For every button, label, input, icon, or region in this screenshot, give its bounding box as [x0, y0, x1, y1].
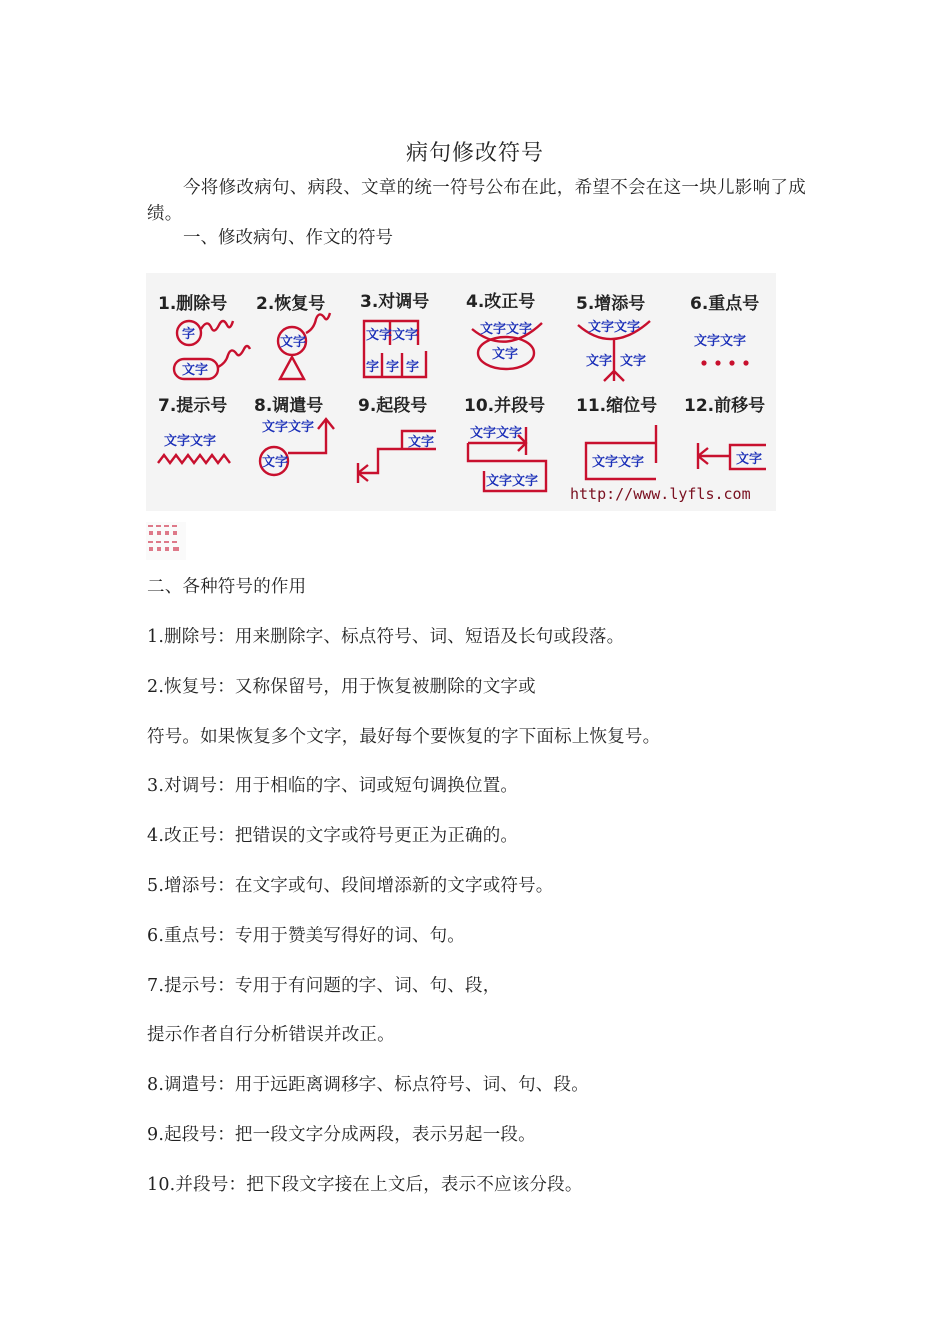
proofreading-symbols-figure: [146, 273, 776, 511]
restore-squiggle-mark: [306, 313, 330, 333]
label-merge-paragraph: 10.并段号: [464, 396, 546, 416]
char-zi: 字: [406, 360, 420, 375]
hint-zigzag-mark: [158, 455, 230, 463]
item-delete: 1.删除号：用来删除字、标点符号、词、短语及长句或段落。: [147, 627, 625, 647]
char-wenziwenzi: 文字文字: [470, 426, 523, 441]
char-wenzi: 文字: [620, 354, 647, 369]
emphasis-dot: [729, 360, 734, 365]
intro-paragraph: 今将修改病句、病段、文章的统一符号公布在此，希望不会在这一块儿影响了成绩。: [147, 178, 806, 224]
char-wenziwenzi: 文字文字: [588, 320, 641, 335]
char-wenzi: 文字: [586, 354, 613, 369]
item-swap: 3.对调号：用于相临的字、词或短句调换位置。: [147, 776, 519, 796]
item-move: 8.调遣号：用于远距离调移字、标点符号、词、句、段。: [147, 1075, 589, 1095]
char-wenzi: 文字: [280, 335, 307, 350]
label-delete: 1.删除号: [158, 294, 228, 314]
label-hint: 7.提示号: [158, 396, 228, 416]
item-hint: 7.提示号：专用于有问题的字、词、句、段，: [147, 976, 501, 996]
char-zi: 字: [366, 360, 380, 375]
label-swap: 3.对调号: [360, 292, 430, 312]
label-restore: 2.恢复号: [256, 294, 326, 314]
emphasis-dot: [715, 360, 720, 365]
char-wenzi: 文字: [366, 328, 393, 343]
label-emphasis: 6.重点号: [690, 294, 760, 314]
label-correct: 4.改正号: [466, 292, 536, 312]
char-wenzi: 文字: [736, 452, 763, 467]
symbols-illustration: [146, 273, 776, 511]
label-new-paragraph: 9.起段号: [358, 396, 428, 416]
item-hint-continued: 提示作者自行分析错误并改正。: [147, 1025, 395, 1045]
label-indent: 11.缩位号: [576, 396, 658, 416]
delete-squiggle-mark: [201, 321, 233, 331]
char-wenzi: 文字: [492, 347, 519, 362]
char-zi: 字: [182, 327, 196, 342]
restore-triangle-mark: [280, 357, 304, 379]
label-move: 8.调遣号: [254, 396, 324, 416]
item-insert: 5.增添号：在文字或句、段间增添新的文字或符号。: [147, 876, 554, 896]
char-wenzi: 文字: [408, 435, 435, 450]
char-wenziwenzi: 文字文字: [262, 420, 315, 435]
char-wenzi: 文字: [182, 363, 209, 378]
item-correct: 4.改正号：把错误的文字或符号更正为正确的。: [147, 826, 519, 846]
char-wenziwenzi: 文字文字: [592, 455, 645, 470]
section-heading-1: 一、修改病句、作文的符号: [183, 228, 393, 248]
char-zi: 字: [386, 360, 400, 375]
item-restore: 2.恢复号：又称保留号，用于恢复被删除的文字或: [147, 677, 536, 697]
page-title: 病句修改符号: [405, 141, 544, 166]
indent-bracket: [586, 425, 656, 479]
char-wenzi: 文字: [392, 328, 419, 343]
item-merge-paragraph: 10.并段号：把下段文字接在上文后，表示不应该分段。: [147, 1175, 583, 1195]
emphasis-dot: [701, 360, 706, 365]
label-outdent: 12.前移号: [684, 396, 766, 416]
item-restore-continued: 符号。如果恢复多个文字，最好每个要恢复的字下面标上恢复号。: [147, 727, 661, 747]
item-emphasis: 6.重点号：专用于赞美写得好的词、句。: [147, 926, 465, 946]
delete-tail-mark: [218, 346, 250, 367]
char-wenzi: 文字: [262, 455, 289, 470]
figure-thumbnail: [146, 522, 186, 560]
emphasis-dot: [743, 360, 748, 365]
label-insert: 5.增添号: [576, 294, 646, 314]
figure-url: http://www.lyfls.com: [570, 485, 751, 503]
item-new-paragraph: 9.起段号：把一段文字分成两段，表示另起一段。: [147, 1125, 536, 1145]
char-wenziwenzi: 文字文字: [486, 474, 539, 489]
char-wenziwenzi: 文字文字: [694, 334, 747, 349]
char-wenziwenzi: 文字文字: [164, 434, 217, 449]
section-heading-2: 二、各种符号的作用: [147, 577, 307, 597]
char-wenziwenzi: 文字文字: [480, 322, 533, 337]
